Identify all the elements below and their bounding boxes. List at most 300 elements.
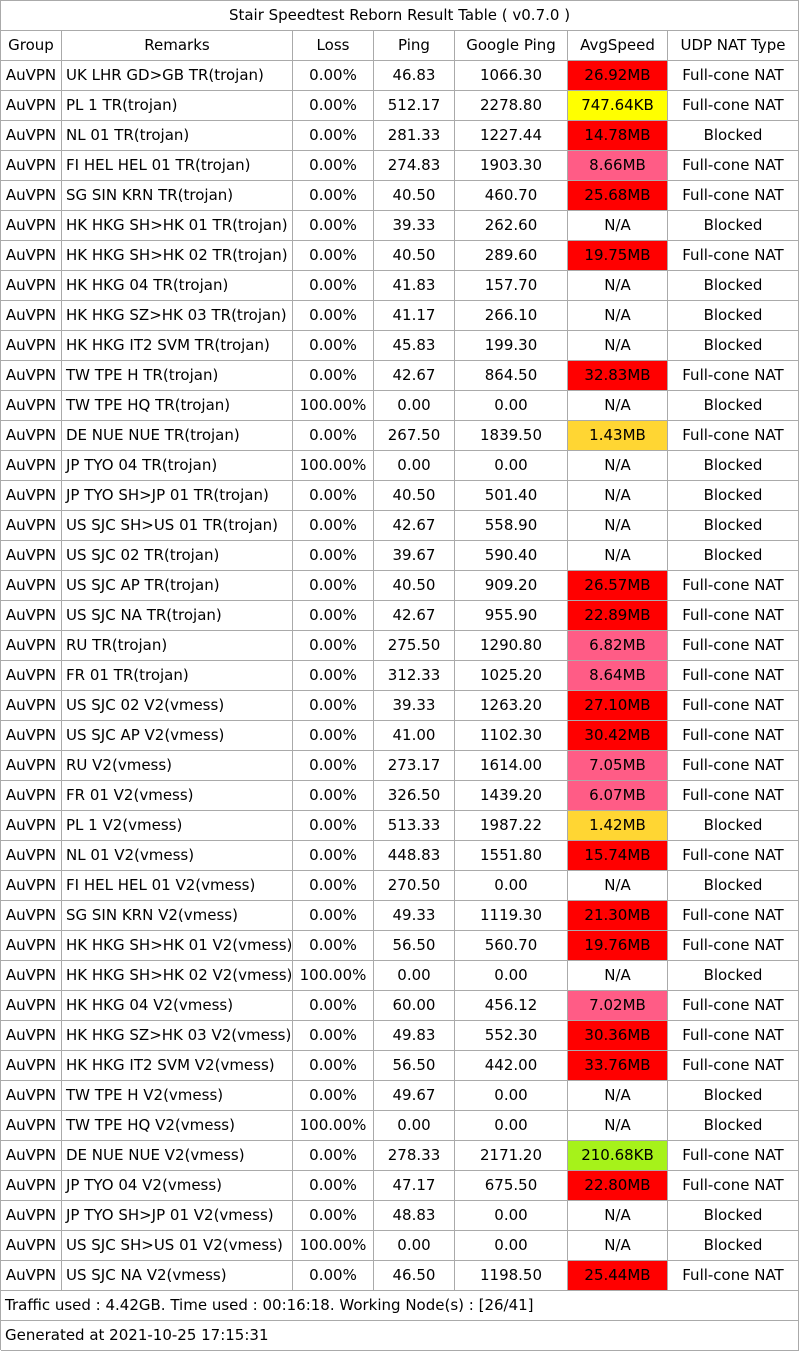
cell-avg-speed: 21.30MB	[568, 901, 668, 931]
cell-remarks: HK HKG SH>HK 01 V2(vmess)	[62, 931, 293, 961]
cell-remarks: US SJC 02 V2(vmess)	[62, 691, 293, 721]
cell-ping: 46.83	[374, 61, 455, 91]
cell-group: AuVPN	[1, 991, 62, 1021]
cell-remarks: FI HEL HEL 01 V2(vmess)	[62, 871, 293, 901]
cell-loss: 0.00%	[293, 811, 374, 841]
cell-udp-nat-type: Full-cone NAT	[668, 1171, 799, 1201]
table-row	[1, 211, 799, 241]
cell-loss: 0.00%	[293, 271, 374, 301]
cell-google-ping: 909.20	[455, 571, 568, 601]
cell-avg-speed: N/A	[568, 481, 668, 511]
cell-remarks: US SJC NA V2(vmess)	[62, 1261, 293, 1291]
cell-ping: 42.67	[374, 601, 455, 631]
cell-udp-nat-type: Blocked	[668, 811, 799, 841]
cell-group: AuVPN	[1, 1081, 62, 1111]
cell-ping: 278.33	[374, 1141, 455, 1171]
cell-remarks: JP TYO 04 V2(vmess)	[62, 1171, 293, 1201]
header-remarks: Remarks	[62, 31, 293, 61]
table-row	[1, 241, 799, 271]
cell-google-ping: 262.60	[455, 211, 568, 241]
table-row	[1, 181, 799, 211]
table-row	[1, 781, 799, 811]
cell-google-ping: 0.00	[455, 961, 568, 991]
cell-loss: 0.00%	[293, 1261, 374, 1291]
cell-google-ping: 1227.44	[455, 121, 568, 151]
cell-loss: 0.00%	[293, 781, 374, 811]
table-row	[1, 841, 799, 871]
table-row	[1, 661, 799, 691]
cell-group: AuVPN	[1, 1171, 62, 1201]
table-row	[1, 631, 799, 661]
cell-loss: 0.00%	[293, 1141, 374, 1171]
cell-avg-speed: N/A	[568, 1231, 668, 1261]
cell-avg-speed: 19.76MB	[568, 931, 668, 961]
table-header-row	[1, 31, 799, 61]
cell-ping: 0.00	[374, 451, 455, 481]
table-row	[1, 361, 799, 391]
cell-ping: 0.00	[374, 1111, 455, 1141]
cell-remarks: DE NUE NUE TR(trojan)	[62, 421, 293, 451]
table-row	[1, 751, 799, 781]
table-row	[1, 1111, 799, 1141]
cell-remarks: US SJC 02 TR(trojan)	[62, 541, 293, 571]
cell-remarks: US SJC AP TR(trojan)	[62, 571, 293, 601]
cell-avg-speed: 33.76MB	[568, 1051, 668, 1081]
cell-group: AuVPN	[1, 571, 62, 601]
cell-ping: 513.33	[374, 811, 455, 841]
cell-google-ping: 1263.20	[455, 691, 568, 721]
cell-google-ping: 1614.00	[455, 751, 568, 781]
cell-avg-speed: 19.75MB	[568, 241, 668, 271]
cell-udp-nat-type: Blocked	[668, 481, 799, 511]
cell-ping: 47.17	[374, 1171, 455, 1201]
cell-remarks: PL 1 TR(trojan)	[62, 91, 293, 121]
table-row	[1, 1231, 799, 1261]
cell-google-ping: 560.70	[455, 931, 568, 961]
cell-google-ping: 1290.80	[455, 631, 568, 661]
cell-remarks: US SJC AP V2(vmess)	[62, 721, 293, 751]
cell-google-ping: 1439.20	[455, 781, 568, 811]
cell-remarks: HK HKG SH>HK 02 TR(trojan)	[62, 241, 293, 271]
cell-loss: 0.00%	[293, 631, 374, 661]
cell-ping: 39.33	[374, 691, 455, 721]
cell-group: AuVPN	[1, 241, 62, 271]
cell-remarks: HK HKG SH>HK 02 V2(vmess)	[62, 961, 293, 991]
cell-avg-speed: 1.42MB	[568, 811, 668, 841]
cell-udp-nat-type: Full-cone NAT	[668, 691, 799, 721]
cell-loss: 0.00%	[293, 991, 374, 1021]
cell-remarks: RU TR(trojan)	[62, 631, 293, 661]
cell-remarks: JP TYO 04 TR(trojan)	[62, 451, 293, 481]
cell-google-ping: 0.00	[455, 451, 568, 481]
cell-loss: 0.00%	[293, 331, 374, 361]
cell-remarks: HK HKG IT2 SVM V2(vmess)	[62, 1051, 293, 1081]
cell-avg-speed: 25.44MB	[568, 1261, 668, 1291]
cell-group: AuVPN	[1, 61, 62, 91]
cell-group: AuVPN	[1, 301, 62, 331]
cell-loss: 0.00%	[293, 661, 374, 691]
cell-group: AuVPN	[1, 631, 62, 661]
cell-avg-speed: 32.83MB	[568, 361, 668, 391]
cell-group: AuVPN	[1, 811, 62, 841]
cell-ping: 281.33	[374, 121, 455, 151]
cell-remarks: FR 01 V2(vmess)	[62, 781, 293, 811]
cell-group: AuVPN	[1, 91, 62, 121]
cell-avg-speed: N/A	[568, 511, 668, 541]
cell-group: AuVPN	[1, 331, 62, 361]
table-row	[1, 121, 799, 151]
cell-group: AuVPN	[1, 511, 62, 541]
cell-avg-speed: 30.42MB	[568, 721, 668, 751]
cell-group: AuVPN	[1, 481, 62, 511]
cell-avg-speed: 22.89MB	[568, 601, 668, 631]
cell-udp-nat-type: Full-cone NAT	[668, 991, 799, 1021]
table-row	[1, 991, 799, 1021]
cell-google-ping: 2171.20	[455, 1141, 568, 1171]
cell-avg-speed: N/A	[568, 331, 668, 361]
cell-udp-nat-type: Full-cone NAT	[668, 751, 799, 781]
cell-ping: 39.33	[374, 211, 455, 241]
cell-udp-nat-type: Full-cone NAT	[668, 181, 799, 211]
cell-loss: 0.00%	[293, 361, 374, 391]
table-row	[1, 301, 799, 331]
cell-avg-speed: 25.68MB	[568, 181, 668, 211]
table-row	[1, 331, 799, 361]
cell-loss: 0.00%	[293, 601, 374, 631]
cell-loss: 0.00%	[293, 841, 374, 871]
cell-google-ping: 501.40	[455, 481, 568, 511]
cell-ping: 270.50	[374, 871, 455, 901]
cell-remarks: FI HEL HEL 01 TR(trojan)	[62, 151, 293, 181]
cell-group: AuVPN	[1, 871, 62, 901]
cell-udp-nat-type: Blocked	[668, 961, 799, 991]
cell-google-ping: 558.90	[455, 511, 568, 541]
cell-group: AuVPN	[1, 841, 62, 871]
table-row	[1, 1261, 799, 1291]
cell-ping: 60.00	[374, 991, 455, 1021]
cell-google-ping: 864.50	[455, 361, 568, 391]
cell-google-ping: 199.30	[455, 331, 568, 361]
cell-avg-speed: 30.36MB	[568, 1021, 668, 1051]
cell-ping: 40.50	[374, 571, 455, 601]
cell-avg-speed: 8.64MB	[568, 661, 668, 691]
cell-google-ping: 552.30	[455, 1021, 568, 1051]
cell-remarks: FR 01 TR(trojan)	[62, 661, 293, 691]
cell-loss: 100.00%	[293, 1231, 374, 1261]
cell-group: AuVPN	[1, 961, 62, 991]
cell-loss: 0.00%	[293, 481, 374, 511]
cell-google-ping: 157.70	[455, 271, 568, 301]
cell-udp-nat-type: Full-cone NAT	[668, 721, 799, 751]
cell-loss: 0.00%	[293, 1201, 374, 1231]
cell-loss: 0.00%	[293, 541, 374, 571]
table-row	[1, 931, 799, 961]
cell-ping: 41.00	[374, 721, 455, 751]
cell-udp-nat-type: Full-cone NAT	[668, 61, 799, 91]
cell-ping: 45.83	[374, 331, 455, 361]
header-loss: Loss	[293, 31, 374, 61]
table-row	[1, 151, 799, 181]
cell-ping: 42.67	[374, 361, 455, 391]
cell-google-ping: 460.70	[455, 181, 568, 211]
cell-loss: 0.00%	[293, 151, 374, 181]
cell-loss: 0.00%	[293, 571, 374, 601]
cell-udp-nat-type: Blocked	[668, 121, 799, 151]
cell-remarks: TW TPE HQ V2(vmess)	[62, 1111, 293, 1141]
cell-udp-nat-type: Blocked	[668, 1201, 799, 1231]
cell-group: AuVPN	[1, 151, 62, 181]
cell-avg-speed: N/A	[568, 1111, 668, 1141]
cell-udp-nat-type: Full-cone NAT	[668, 571, 799, 601]
table-row	[1, 571, 799, 601]
traffic-summary: Traffic used : 4.42GB. Time used : 00:16:18. Working Node(s) : [26/41]	[1, 1291, 799, 1321]
cell-loss: 100.00%	[293, 391, 374, 421]
header-ping: Ping	[374, 31, 455, 61]
footer-traffic-row	[1, 1291, 799, 1321]
cell-group: AuVPN	[1, 1201, 62, 1231]
cell-ping: 41.17	[374, 301, 455, 331]
cell-loss: 0.00%	[293, 1051, 374, 1081]
cell-avg-speed: 6.82MB	[568, 631, 668, 661]
cell-loss: 0.00%	[293, 901, 374, 931]
cell-google-ping: 266.10	[455, 301, 568, 331]
cell-remarks: TW TPE H TR(trojan)	[62, 361, 293, 391]
cell-group: AuVPN	[1, 721, 62, 751]
cell-google-ping: 1102.30	[455, 721, 568, 751]
cell-udp-nat-type: Full-cone NAT	[668, 781, 799, 811]
cell-avg-speed: 8.66MB	[568, 151, 668, 181]
cell-udp-nat-type: Full-cone NAT	[668, 1051, 799, 1081]
cell-udp-nat-type: Full-cone NAT	[668, 901, 799, 931]
cell-avg-speed: N/A	[568, 541, 668, 571]
table-row	[1, 541, 799, 571]
cell-udp-nat-type: Blocked	[668, 451, 799, 481]
cell-group: AuVPN	[1, 211, 62, 241]
cell-ping: 448.83	[374, 841, 455, 871]
cell-ping: 512.17	[374, 91, 455, 121]
cell-group: AuVPN	[1, 391, 62, 421]
cell-google-ping: 0.00	[455, 391, 568, 421]
cell-remarks: SG SIN KRN V2(vmess)	[62, 901, 293, 931]
table-row	[1, 511, 799, 541]
cell-google-ping: 0.00	[455, 1081, 568, 1111]
cell-loss: 0.00%	[293, 751, 374, 781]
cell-loss: 0.00%	[293, 871, 374, 901]
cell-google-ping: 0.00	[455, 1201, 568, 1231]
cell-ping: 48.83	[374, 1201, 455, 1231]
cell-group: AuVPN	[1, 691, 62, 721]
cell-google-ping: 1198.50	[455, 1261, 568, 1291]
cell-avg-speed: 26.92MB	[568, 61, 668, 91]
table-row	[1, 691, 799, 721]
cell-group: AuVPN	[1, 1261, 62, 1291]
table-row	[1, 421, 799, 451]
cell-avg-speed: 6.07MB	[568, 781, 668, 811]
cell-remarks: TW TPE HQ TR(trojan)	[62, 391, 293, 421]
cell-ping: 0.00	[374, 391, 455, 421]
cell-remarks: DE NUE NUE V2(vmess)	[62, 1141, 293, 1171]
cell-group: AuVPN	[1, 421, 62, 451]
cell-ping: 273.17	[374, 751, 455, 781]
cell-group: AuVPN	[1, 781, 62, 811]
cell-udp-nat-type: Blocked	[668, 271, 799, 301]
cell-loss: 100.00%	[293, 451, 374, 481]
header-udp-nat-type: UDP NAT Type	[668, 31, 799, 61]
cell-group: AuVPN	[1, 1021, 62, 1051]
cell-udp-nat-type: Blocked	[668, 541, 799, 571]
cell-group: AuVPN	[1, 601, 62, 631]
header-group: Group	[1, 31, 62, 61]
cell-udp-nat-type: Full-cone NAT	[668, 1141, 799, 1171]
cell-loss: 0.00%	[293, 61, 374, 91]
cell-google-ping: 1987.22	[455, 811, 568, 841]
cell-avg-speed: 747.64KB	[568, 91, 668, 121]
cell-google-ping: 289.60	[455, 241, 568, 271]
cell-remarks: US SJC SH>US 01 TR(trojan)	[62, 511, 293, 541]
table-row	[1, 1171, 799, 1201]
table-row	[1, 271, 799, 301]
cell-udp-nat-type: Blocked	[668, 331, 799, 361]
cell-loss: 0.00%	[293, 931, 374, 961]
footer-generated-row	[1, 1321, 799, 1351]
header-avg-speed: AvgSpeed	[568, 31, 668, 61]
cell-remarks: US SJC SH>US 01 V2(vmess)	[62, 1231, 293, 1261]
cell-ping: 56.50	[374, 1051, 455, 1081]
cell-avg-speed: N/A	[568, 1081, 668, 1111]
cell-udp-nat-type: Blocked	[668, 1111, 799, 1141]
cell-group: AuVPN	[1, 901, 62, 931]
table-row	[1, 1081, 799, 1111]
cell-loss: 0.00%	[293, 421, 374, 451]
cell-udp-nat-type: Full-cone NAT	[668, 151, 799, 181]
cell-loss: 0.00%	[293, 241, 374, 271]
cell-group: AuVPN	[1, 751, 62, 781]
cell-group: AuVPN	[1, 271, 62, 301]
cell-google-ping: 1839.50	[455, 421, 568, 451]
cell-remarks: HK HKG SZ>HK 03 TR(trojan)	[62, 301, 293, 331]
table-row	[1, 1021, 799, 1051]
cell-avg-speed: N/A	[568, 1201, 668, 1231]
cell-ping: 267.50	[374, 421, 455, 451]
cell-group: AuVPN	[1, 1111, 62, 1141]
cell-group: AuVPN	[1, 1141, 62, 1171]
cell-avg-speed: 22.80MB	[568, 1171, 668, 1201]
cell-google-ping: 0.00	[455, 871, 568, 901]
cell-avg-speed: 26.57MB	[568, 571, 668, 601]
header-google-ping: Google Ping	[455, 31, 568, 61]
cell-google-ping: 442.00	[455, 1051, 568, 1081]
generated-timestamp: Generated at 2021-10-25 17:15:31	[1, 1321, 799, 1351]
cell-remarks: SG SIN KRN TR(trojan)	[62, 181, 293, 211]
table-row	[1, 961, 799, 991]
cell-loss: 100.00%	[293, 1111, 374, 1141]
cell-udp-nat-type: Blocked	[668, 301, 799, 331]
table-row	[1, 91, 799, 121]
cell-ping: 49.67	[374, 1081, 455, 1111]
cell-remarks: NL 01 V2(vmess)	[62, 841, 293, 871]
cell-udp-nat-type: Blocked	[668, 1081, 799, 1111]
cell-remarks: HK HKG IT2 SVM TR(trojan)	[62, 331, 293, 361]
cell-udp-nat-type: Blocked	[668, 391, 799, 421]
cell-ping: 39.67	[374, 541, 455, 571]
cell-google-ping: 0.00	[455, 1111, 568, 1141]
cell-ping: 49.33	[374, 901, 455, 931]
cell-group: AuVPN	[1, 181, 62, 211]
cell-ping: 49.83	[374, 1021, 455, 1051]
cell-group: AuVPN	[1, 1051, 62, 1081]
cell-remarks: NL 01 TR(trojan)	[62, 121, 293, 151]
cell-remarks: UK LHR GD>GB TR(trojan)	[62, 61, 293, 91]
cell-google-ping: 675.50	[455, 1171, 568, 1201]
cell-avg-speed: N/A	[568, 301, 668, 331]
cell-udp-nat-type: Blocked	[668, 1231, 799, 1261]
cell-avg-speed: N/A	[568, 961, 668, 991]
cell-udp-nat-type: Full-cone NAT	[668, 931, 799, 961]
cell-avg-speed: N/A	[568, 451, 668, 481]
cell-loss: 0.00%	[293, 1021, 374, 1051]
cell-udp-nat-type: Blocked	[668, 211, 799, 241]
cell-remarks: HK HKG SH>HK 01 TR(trojan)	[62, 211, 293, 241]
cell-avg-speed: 14.78MB	[568, 121, 668, 151]
table-row	[1, 1201, 799, 1231]
cell-ping: 42.67	[374, 511, 455, 541]
cell-remarks: PL 1 V2(vmess)	[62, 811, 293, 841]
cell-loss: 0.00%	[293, 1081, 374, 1111]
cell-ping: 275.50	[374, 631, 455, 661]
cell-google-ping: 1066.30	[455, 61, 568, 91]
cell-loss: 0.00%	[293, 301, 374, 331]
cell-remarks: JP TYO SH>JP 01 V2(vmess)	[62, 1201, 293, 1231]
cell-avg-speed: 15.74MB	[568, 841, 668, 871]
cell-loss: 0.00%	[293, 721, 374, 751]
cell-udp-nat-type: Blocked	[668, 511, 799, 541]
table-row	[1, 601, 799, 631]
cell-ping: 40.50	[374, 241, 455, 271]
cell-group: AuVPN	[1, 361, 62, 391]
cell-ping: 46.50	[374, 1261, 455, 1291]
cell-google-ping: 1025.20	[455, 661, 568, 691]
cell-remarks: HK HKG 04 V2(vmess)	[62, 991, 293, 1021]
cell-ping: 274.83	[374, 151, 455, 181]
cell-ping: 0.00	[374, 1231, 455, 1261]
cell-udp-nat-type: Full-cone NAT	[668, 631, 799, 661]
table-row	[1, 871, 799, 901]
table-row	[1, 481, 799, 511]
cell-loss: 0.00%	[293, 1171, 374, 1201]
cell-ping: 41.83	[374, 271, 455, 301]
cell-avg-speed: 27.10MB	[568, 691, 668, 721]
cell-avg-speed: N/A	[568, 271, 668, 301]
cell-google-ping: 590.40	[455, 541, 568, 571]
cell-remarks: US SJC NA TR(trojan)	[62, 601, 293, 631]
cell-loss: 0.00%	[293, 211, 374, 241]
cell-group: AuVPN	[1, 661, 62, 691]
table-row	[1, 451, 799, 481]
cell-avg-speed: 7.02MB	[568, 991, 668, 1021]
cell-udp-nat-type: Full-cone NAT	[668, 661, 799, 691]
cell-group: AuVPN	[1, 121, 62, 151]
table-title-row	[1, 1, 799, 31]
cell-remarks: JP TYO SH>JP 01 TR(trojan)	[62, 481, 293, 511]
table-row	[1, 1141, 799, 1171]
cell-google-ping: 1903.30	[455, 151, 568, 181]
cell-udp-nat-type: Full-cone NAT	[668, 421, 799, 451]
cell-remarks: RU V2(vmess)	[62, 751, 293, 781]
cell-google-ping: 0.00	[455, 1231, 568, 1261]
cell-avg-speed: 1.43MB	[568, 421, 668, 451]
cell-udp-nat-type: Full-cone NAT	[668, 601, 799, 631]
table-row	[1, 1051, 799, 1081]
